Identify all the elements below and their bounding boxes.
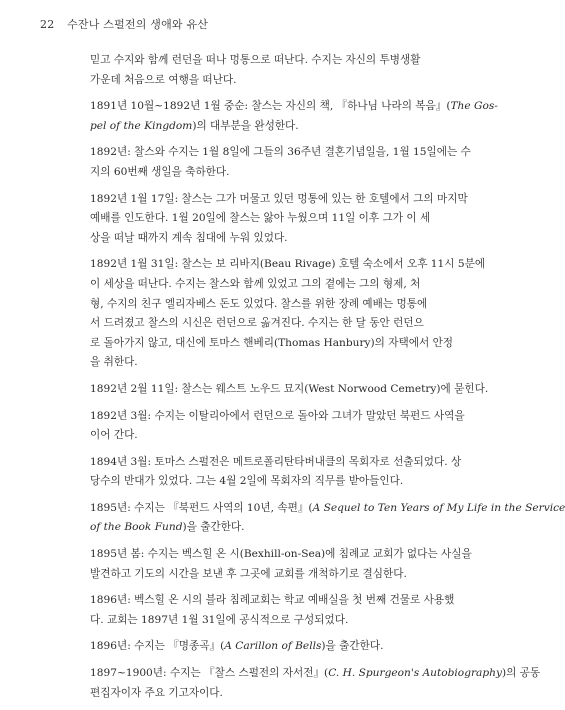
timeline-entry — [90, 143, 471, 182]
book-title: 수잔나 스펄전의 생애와 유산 — [67, 18, 209, 31]
italic-title: A Sequel to Ten Years of My Life in the Service — [312, 501, 565, 514]
entry-line — [90, 565, 458, 585]
timeline-entry — [90, 545, 472, 584]
page-number: 22 — [40, 18, 55, 31]
text-run: )의 공동 — [501, 667, 541, 680]
entry-line — [90, 353, 458, 373]
text-run: 을 취한다. — [90, 356, 138, 369]
text-run: 이 세상을 떠난다. 수지는 찰스와 함께 있었고 그의 곁에는 그의 형제, 처 — [90, 277, 421, 290]
text-run: 이어 간다. — [90, 429, 138, 442]
text-run: 형, 수지의 친구 엘리자베스 돈도 있었다. 찰스를 위한 장례 예배는 멍통에 — [90, 297, 428, 310]
timeline-entry — [90, 97, 498, 136]
entry-line — [90, 229, 458, 249]
text-run: 서 드려졌고 찰스의 시신은 런던으로 옮겨진다. 수지는 한 달 동안 런던으 — [90, 317, 424, 330]
entry-line — [90, 545, 472, 565]
intro-line: 믿고 수지와 함께 런던을 떠나 멍통으로 떠난다. 수지는 자신의 투병생활 — [90, 54, 421, 66]
timeline-entry — [90, 637, 458, 657]
entry-line — [90, 209, 458, 229]
entry-line — [90, 453, 462, 473]
entry-line — [90, 295, 458, 315]
page-content — [90, 51, 565, 710]
entry-line — [90, 255, 486, 275]
italic-title: of the Book Fund — [90, 521, 183, 534]
text-run: 1892년 3월: 수지는 이탈리아에서 런던으로 돌아와 그녀가 말았던 북펀드 사역을 — [90, 409, 465, 422]
entry-line — [90, 190, 468, 210]
entry-line — [90, 334, 458, 354]
entry-line — [90, 472, 458, 492]
text-run: )의 대부분을 완성한다. — [192, 119, 299, 132]
entry-line — [90, 314, 458, 334]
text-run: 1892년 1월 31일: 찰스는 보 리바지(Beau Rivage) 호텔 숙소에서 오후 11시 5분에 — [90, 258, 486, 271]
text-run: 1895년 봄: 수지는 벡스힐 온 시(Bexhill-on-Sea)에 침례교 교회가 없다는 사실을 — [90, 548, 472, 561]
timeline-entry — [90, 407, 465, 446]
entry-line — [90, 611, 458, 631]
intro-line: 가운데 처음으로 여행을 떠난다. — [90, 73, 237, 86]
italic-title: pel of the Kingdom — [90, 119, 193, 132]
timeline-entry — [90, 453, 462, 492]
text-run: 1892년 1월 17일: 찰스는 그가 머물고 있던 멍통에 있는 한 호텔에서 그의 마지막 — [90, 192, 468, 205]
text-run: 1896년: 벡스힐 온 시의 블라 침례교회는 학교 예배실을 첫 번째 건물로 사용했 — [90, 594, 455, 607]
timeline-entry — [90, 499, 565, 538]
text-run: 편집자이자 주요 기고자이다. — [90, 686, 223, 699]
entry-line — [90, 407, 465, 427]
timeline-entries — [90, 97, 565, 703]
text-run: 발견하고 기도의 시간을 보낸 후 그곳에 교회를 개척하기로 결심한다. — [90, 567, 407, 580]
entry-line — [90, 664, 541, 684]
entry-line — [90, 275, 458, 295]
text-run: 상을 떠날 때까지 계속 침대에 누워 있었다. — [90, 231, 288, 244]
entry-line — [90, 117, 458, 137]
timeline-entry — [90, 255, 486, 373]
text-run: 1897~1900년: 수지는 『찰스 스펄전의 자서전』( — [90, 667, 329, 680]
intro-paragraph — [90, 51, 458, 90]
entry-line — [90, 163, 458, 183]
italic-title: A Carillon of Bells — [224, 640, 322, 653]
text-run: )을 출간한다. — [321, 640, 384, 653]
timeline-entry — [90, 591, 458, 630]
italic-title: The Gos- — [450, 100, 498, 113]
entry-line — [90, 499, 565, 519]
timeline-entry — [90, 380, 489, 400]
entry-line — [90, 143, 471, 163]
text-run: 1896년: 수지는 『명종곡』( — [90, 640, 225, 653]
text-run: 1894년 3월: 토마스 스펄전은 메트로폴리탄타버내클의 목회자로 선출되었다. 상 — [90, 455, 462, 468]
entry-line — [90, 380, 489, 400]
italic-title: C. H. Spurgeon's Autobiography — [328, 667, 502, 680]
running-header — [40, 16, 208, 32]
text-run: 다. 교회는 1897년 1월 31일에 공식적으로 구성되었다. — [90, 613, 349, 626]
text-run: 당수의 반대가 있었다. 그는 4월 2일에 목회자의 직무를 받아들인다. — [90, 475, 404, 488]
timeline-entry — [90, 190, 468, 249]
text-run: 예배를 인도한다. 1월 20일에 찰스는 앓아 누웠으며 11일 이후 그가 이 세 — [90, 212, 431, 225]
entry-line — [90, 518, 458, 538]
text-run: 1895년: 수지는 『북펀드 사역의 10년, 속편』( — [90, 501, 313, 514]
entry-line — [90, 426, 458, 446]
entry-line — [90, 97, 498, 117]
text-run: )을 출간한다. — [182, 521, 245, 534]
entry-line — [90, 637, 458, 657]
timeline-entry — [90, 664, 541, 703]
entry-line — [90, 684, 458, 704]
text-run: 지의 60번째 생일을 축하한다. — [90, 165, 230, 178]
entry-line — [90, 591, 458, 611]
text-run: 1892년: 찰스와 수지는 1월 8일에 그들의 36주년 결혼기념일을, 1월 15일에는 수 — [90, 146, 471, 159]
text-run: 1891년 10월~1892년 1월 중순: 찰스는 자신의 책, 『하나님 나라의 복음』( — [90, 100, 451, 113]
text-run: 1892년 2월 11일: 찰스는 웨스트 노우드 묘지(West Norwood Cemetry)에 묻힌다. — [90, 382, 489, 395]
text-run: 로 돌아가지 않고, 대신에 토마스 핸베리(Thomas Hanbury)의 자택에서 안정 — [90, 336, 454, 349]
